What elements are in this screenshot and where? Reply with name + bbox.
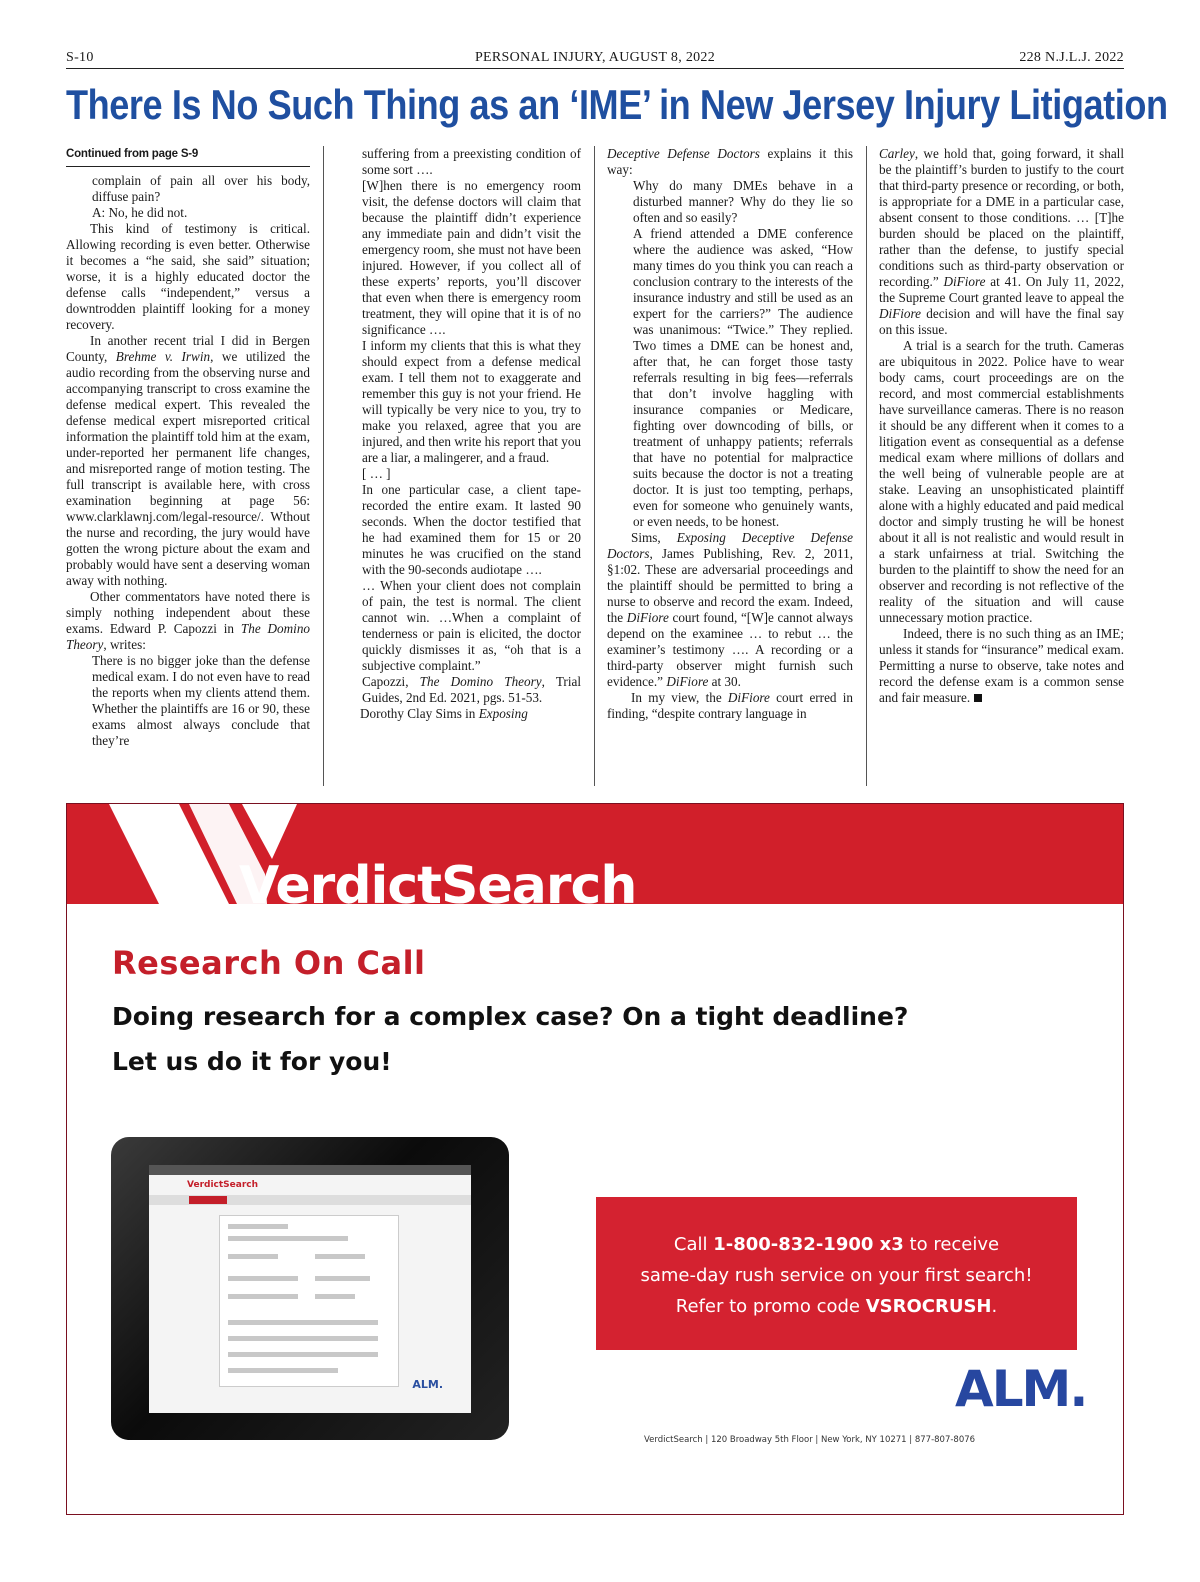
block-quote: I inform my clients that this is what they should expect from a defense medical exam. I tell them not to exaggerate and remember this guy is not your friend. He will typically be very nice to you, try to make you relaxed, agree that you are injured, and then write his report that you are a liar, a malingerer, and a fraud. (362, 338, 582, 465)
page-header (66, 50, 1124, 69)
article-column-2 (336, 146, 581, 722)
block-quote: … When your client does not complain of pain, the test is normal. The client cannot win. …When a complaint of tenderness or pain is elicited, the doctor quickly dismisses it as, “oh that is a subjective complaint.” (362, 578, 581, 673)
tablet-screen (149, 1165, 471, 1413)
section-date: PERSONAL INJURY, AUGUST 8, 2022 (474, 50, 716, 65)
verdictsearch-advertisement (66, 803, 1124, 1515)
paragraph: Indeed, there is no such thing as an IME; unless it stands for “insurance” medical exam. Permitting a nurse to observe, take notes and record the defense exam is a common sense and fair measure. (879, 626, 1124, 705)
column-divider (866, 146, 867, 786)
ad-offer: Let us do it for you! (112, 1047, 392, 1076)
paragraph: This kind of testimony is critical. Allowing recording is even better. Otherwise it becomes a “he said, she said” situation; worse, it is a highly educated doctor the defense calls “independent,” versus a downtrodden plaintiff looking for a money recovery. (66, 221, 310, 332)
article-column-4 (879, 146, 1124, 706)
block-quote: A friend attended a DME conference where the audience was asked, “How many times do you think you can reach a conclusion contrary to the interests of the insurance industry and still be used as an expert for the carriers?” The audience was unanimous: “Twice.” They replied. Two times a DME can be honest and, after that, he can forget those tasty referrals resulting in big fees—referrals that don’t involve haggling with insurance companies or Medicare, fighting over downcoding of bills, or treatment of unhappy patients; referrals that have no potential for malpractice suits because the doctor is not a treating doctor. It is just too tempting, perhaps, even for someone who genuinely wants, or even needs, to be honest. (633, 226, 853, 529)
article-column-3 (607, 146, 853, 722)
screen-topbar (149, 1165, 471, 1175)
citation-paragraph: Sims, Exposing Deceptive Defense Doctors, James Publishing, Rev. 2, 2011, §1:02. These are adversarial proceedings and the plaintiff should be permitted to bring a nurse to observe and record the exam. Indeed, the DiFiore court found, “[W]e cannot always depend on the examinee … to rebut … the examiner’s testimony …. A recording or a third-party observer might furnish such evidence.” DiFiore at 30. (607, 530, 853, 689)
ad-question: Doing research for a complex case? On a tight deadline? (112, 1002, 909, 1031)
article-headline: There Is No Such Thing as an ‘IME’ in New Jersey Injury Litigation (66, 81, 1168, 128)
paragraph: Deceptive Defense Doctors explains it this way: (607, 146, 853, 177)
citation-line: Capozzi, The Domino Theory, Trial Guides, 2nd Ed. 2021, pgs. 51-53. (362, 674, 581, 705)
block-quote: Why do many DMEs behave in a disturbed manner? Why do they lie so often and so easily? (633, 178, 853, 225)
screen-alm-logo: ALM. (412, 1378, 443, 1391)
screen-logo: VerdictSearch (187, 1180, 259, 1190)
brand-logo: VerdictSearch (239, 856, 637, 904)
block-quote: There is no bigger joke than the defense medical exam. I do not even have to read the reports when my clients attend them. Whether the plaintiffs are 16 or 90, these exams almost always conclude that they’re (92, 653, 310, 748)
paragraph: Carley, we hold that, going forward, it shall be the plaintiff’s burden to justify to the court that third-party presence or recording, or both, is appropriate for a DME in a particular case, absent consent to those conditions. … [T]he burden should be placed on the plaintiff, rather than the defense, to justify special conditions such as third-party observation or recording.” DiFiore at 41. On July 11, 2022, the Supreme Court granted leave to appeal the DiFiore decision and will have the final say on this issue. (879, 146, 1124, 337)
continued-note: Continued from page S-9 (66, 146, 310, 167)
quote-question: complain of pain all over his body, diffuse pain? (92, 173, 310, 204)
paragraph: Other commentators have noted there is simply nothing independent about these exams. Edward P. Capozzi in The Domino Theory, writes: (66, 589, 311, 652)
block-quote: suffering from a preexisting condition of some sort …. (362, 146, 581, 177)
cta-line-1: Call 1-800-832-1900 x3 to receive (673, 1234, 1000, 1255)
tablet-image (111, 1137, 509, 1440)
screen-form-panel (219, 1215, 399, 1387)
citation: 228 N.J.L.J. 2022 (1019, 50, 1124, 65)
cta-line-3: Refer to promo code VSROCRUSH. (675, 1296, 998, 1317)
screen-tab (189, 1196, 227, 1204)
paragraph: In my view, the DiFiore court erred in finding, “despite contrary language in (607, 690, 853, 721)
ad-title: Research On Call (112, 944, 426, 982)
column-divider (323, 146, 324, 786)
block-quote: [W]hen there is no emergency room visit, the defense doctors will claim that because the plaintiff didn’t experience any immediate pain and didn’t visit the emergency room, she must not have been injured. However, if you collect all of these experts’ reports, you’ll discover that even when there is emergency room treatment, they will opine that it is of no significance …. (362, 178, 581, 337)
ad-footer-contact: VerdictSearch | 120 Broadway 5th Floor | New York, NY 10271 | 877-807-8076 (644, 1435, 976, 1445)
case-name: Brehme v. Irwin (115, 349, 211, 364)
call-to-action-box (596, 1197, 1077, 1350)
cta-line-2: same-day rush service on your first search! (640, 1265, 1033, 1286)
alm-logo: ALM. (955, 1360, 1087, 1418)
promo-code: VSROCRUSH (865, 1296, 992, 1317)
book-title: The Domino Theory (66, 621, 311, 652)
paragraph: In another recent trial I did in Bergen County, Brehme v. Irwin, we utilized the audio recording from the observing nurse and accompanying transcript to cross examine the defense medical expert. This revealed the defense medical expert misreported critical information the plaintiff told him at the exam, under-reported her permanent life changes, and misreported range of motion testing. The full transcript is available here, with cross examination beginning at page 56: www.clarklawnj.com/legal-resource/. Wthout the nurse and recording, the jury would have gotten the wrong picture about the exam and probably would have sent a deserving woman away with nothing. (66, 333, 310, 588)
paragraph: Dorothy Clay Sims in Exposing (360, 706, 528, 721)
article-column-1 (66, 146, 310, 749)
phone-number: 1-800-832-1900 x3 (713, 1234, 904, 1255)
end-mark-icon (974, 694, 982, 702)
paragraph: A trial is a search for the truth. Cameras are ubiquitous in 2022. Police have to wear body cams, court proceedings are on the record, and most commercial establishments have surveillance cameras. There is no reason it should be any different when it comes to a litigation event as consequential as a defense medical exam where millions of dollars and the well being of vulnerable people are at stake. Leaving an unsophisticated plaintiff alone with a highly educated and paid medical doctor and simply trusting he will be honest about it all is not realistic and would result in a stark unfairness at trial. Switching the burden to the plaintiff to show the need for an observer and recording is not reflective of the reality of the situation and will cause unnecessary motion practice. (879, 338, 1124, 625)
block-quote: [ … ] (362, 466, 391, 481)
quote-answer: A: No, he did not. (92, 205, 188, 220)
block-quote: In one particular case, a client tape-recorded the entire exam. It lasted 90 seconds. When the doctor testified that he had examined them for 15 or 20 minutes he was crucified on the stand with the 90-seconds audiotape …. (362, 482, 581, 577)
column-divider (594, 146, 595, 786)
page-number: S-10 (66, 50, 94, 65)
